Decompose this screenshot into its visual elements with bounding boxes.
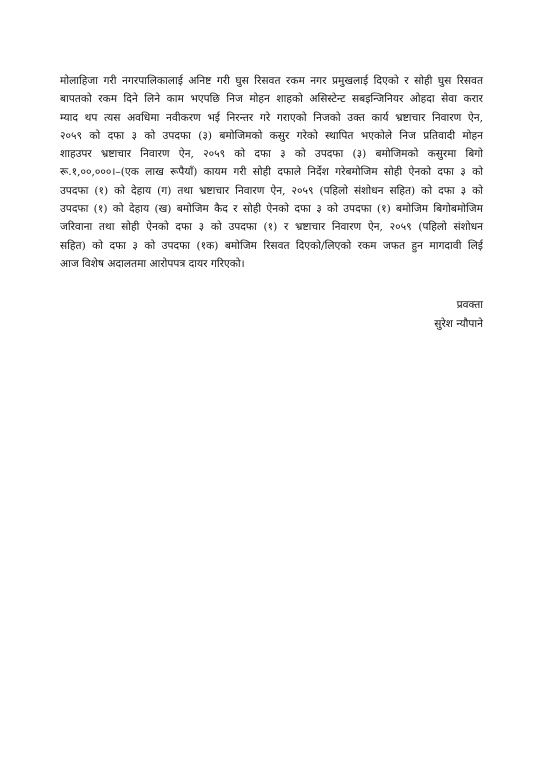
paragraph-line: जरिवाना तथा सोही ऐनको दफा ३ को उपदफा (१) र भ्रष्टाचार निवारण ऐन, २०५९ (पहिलो संशोधन [60, 221, 483, 234]
paragraph-line-last: आज विशेष अदालतमा आरोपपत्र दायर गरिएको। [60, 257, 245, 270]
paragraph-line: उपदफा (१) को देहाय (ग) तथा भ्रष्टाचार निवारण ऐन, २०५९ (पहिलो संशोधन सहित) को दफा ३ को [60, 184, 483, 197]
paragraph-line: शाहउपर भ्रष्टाचार निवारण ऐन, २०५९ को दफा ३ को उपदफा (३) बमोजिमको कसुरमा बिगो [60, 148, 483, 161]
paragraph-line: उपदफा (१) को देहाय (ख) बमोजिम कैद र सोही ऐनको दफा ३ को उपदफा (१) बमोजिम बिगोबमोजिम [60, 203, 483, 216]
signatory-role: प्रवक्ता [456, 299, 483, 311]
paragraph-line: मोलाहिजा गरी नगरपालिकालाई अनिष्ट गरी घुस रिसवत रकम नगर प्रमुखलाई दिएको र सोही घुस रिसवत [60, 75, 483, 87]
press-release-paragraph [60, 72, 483, 273]
paragraph-line: म्याद थप त्यस अवधिमा नवीकरण भई निरन्तर गरे गराएको निजको उक्त कार्य भ्रष्टाचार निवारण ऐन, [60, 111, 483, 124]
paragraph-line: रू.१,००,०००।–(एक लाख रूपैयाँ) कायम गरी सोही दफाले निर्देश गरेबमोजिम सोही ऐनको दफा ३ को [60, 166, 483, 179]
paragraph-line: सहित) को दफा ३ को उपदफा (१क) बमोजिम रिसवत दिएको/लिएको रकम जफत हुन मागदावी लिई [60, 239, 483, 252]
paragraph-line: बापतको रकम दिने लिने काम भएपछि निज मोहन शाहको असिस्टेन्ट सबइन्जिनियर ओहदा सेवा करार [60, 93, 483, 106]
signatory-name: सुरेश न्यौपाने [434, 318, 483, 330]
paragraph-line: २०५९ को दफा ३ को उपदफा (३) बमोजिमको कसुर गरेको स्थापित भएकोले निज प्रतिवादी मोहन [60, 129, 483, 142]
signature-block [434, 296, 483, 334]
